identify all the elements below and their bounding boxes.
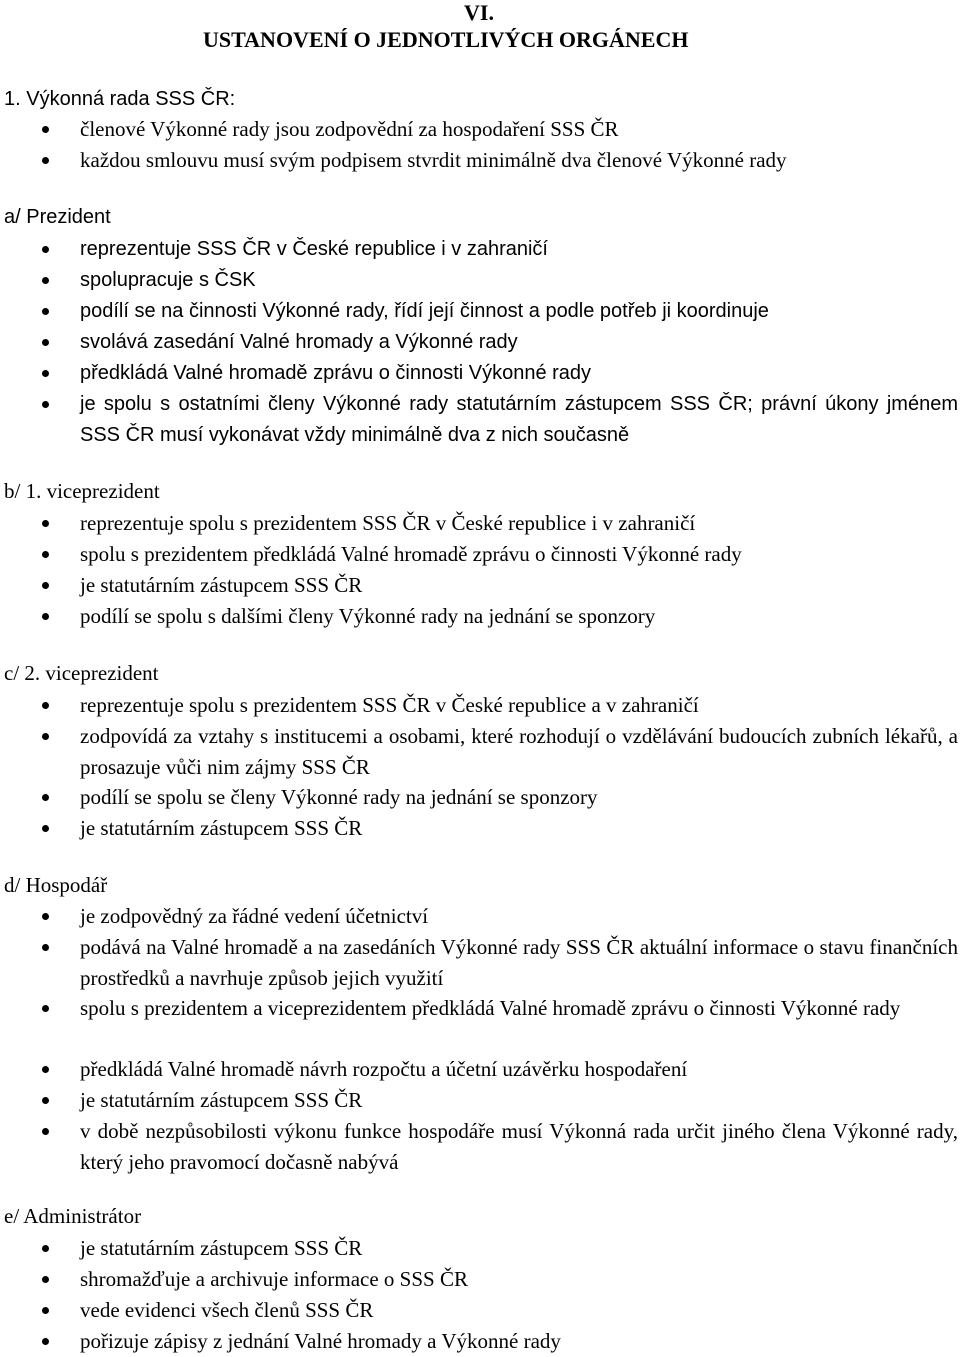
bullet-icon [42, 613, 49, 620]
list-item: zodpovídá za vztahy s institucemi a osobami, které rozhodují o vzdělávání budoucích zubních lékařů, a prosazuje vůči nim zájmy SSS ČR [80, 724, 958, 779]
list-item: podílí se spolu s dalšími členy Výkonné rady na jednání se sponzory [80, 604, 656, 628]
bullet-icon [42, 1245, 49, 1252]
bullet-icon [42, 308, 49, 315]
bullet-icon [42, 551, 49, 558]
list-item: shromažďuje a archivuje informace o SSS ČR [80, 1267, 468, 1291]
chapter-title: USTANOVENÍ O JEDNOTLIVÝCH ORGÁNECH [203, 27, 689, 52]
bullet-icon [42, 913, 49, 920]
bullet-icon [42, 277, 49, 284]
list-item: spolu s prezidentem předkládá Valné hromadě zprávu o činnosti Výkonné rady [80, 542, 742, 566]
bullet-icon [42, 1005, 49, 1012]
bullet-icon [42, 702, 49, 709]
bullet-icon [42, 401, 49, 408]
bullet-icon [42, 944, 49, 951]
bullet-icon [42, 1128, 49, 1135]
list-item: pořizuje zápisy z jednání Valné hromady a Výkonné rady [80, 1329, 561, 1353]
list-item: spolupracuje s ČSK [80, 269, 256, 291]
bullet-icon [42, 157, 49, 164]
bullet-icon [42, 582, 49, 589]
section-heading-president: a/ Prezident [4, 206, 111, 228]
list-item: předkládá Valné hromadě zprávu o činnosti Výkonné rady [80, 362, 592, 384]
list-item: reprezentuje spolu s prezidentem SSS ČR v České republice a v zahraničí [80, 693, 699, 717]
list-item: je statutárním zástupcem SSS ČR [80, 573, 363, 597]
list-item: podává na Valné hromadě a na zasedáních Výkonné rady SSS ČR aktuální informace o stavu finančních prostředků a navrhuje způsob jejich využití [80, 935, 958, 990]
bullet-icon [42, 1276, 49, 1283]
list-item: je statutárním zástupcem SSS ČR [80, 1088, 363, 1112]
chapter-number: VI. [464, 0, 494, 25]
list-item: reprezentuje SSS ČR v České republice i v zahraničí [80, 238, 548, 260]
list-item: je statutárním zástupcem SSS ČR [80, 816, 363, 840]
bullet-icon [42, 1338, 49, 1345]
list-item: svolává zasedání Valné hromady a Výkonné rady [80, 331, 518, 353]
bullet-icon [42, 520, 49, 527]
list-item: v době nezpůsobilosti výkonu funkce hospodáře musí Výkonná rada určit jiného člena Výkonné rady, který jeho pravomocí dočasně nabývá [80, 1119, 958, 1174]
list-item: podílí se na činnosti Výkonné rady, řídí její činnost a podle potřeb ji koordinuje [80, 300, 769, 322]
bullet-icon [42, 825, 49, 832]
bullet-icon [42, 339, 49, 346]
bullet-icon [42, 733, 49, 740]
bullet-icon [42, 794, 49, 801]
list-item: podílí se spolu se členy Výkonné rady na jednání se sponzory [80, 785, 598, 809]
list-item: vede evidenci všech členů SSS ČR [80, 1298, 374, 1322]
list-item: spolu s prezidentem a viceprezidentem předkládá Valné hromadě zprávu o činnosti Výkonné rady [80, 996, 901, 1020]
bullet-icon [42, 126, 49, 133]
bullet-icon [42, 1097, 49, 1104]
list-item: je zodpovědný za řádné vedení účetnictví [80, 904, 429, 928]
section-heading-executive-board: 1. Výkonná rada SSS ČR: [4, 88, 236, 110]
bullet-icon [42, 1307, 49, 1314]
bullet-icon [42, 246, 49, 253]
section-heading-administrator: e/ Administrátor [4, 1204, 142, 1228]
list-item: předkládá Valné hromadě návrh rozpočtu a účetní uzávěrku hospodaření [80, 1057, 688, 1081]
list-item: je statutárním zástupcem SSS ČR [80, 1236, 363, 1260]
bullet-icon [42, 1066, 49, 1073]
section-heading-second-vice-president: c/ 2. viceprezident [4, 661, 159, 685]
list-item: členové Výkonné rady jsou zodpovědní za hospodaření SSS ČR [80, 117, 619, 141]
section-heading-first-vice-president: b/ 1. viceprezident [4, 479, 160, 503]
list-item: je spolu s ostatními členy Výkonné rady statutárním zástupcem SSS ČR; právní úkony jménem SSS ČR musí vykonávat vždy minimálně dva z nich současně [80, 393, 958, 446]
bullet-icon [42, 370, 49, 377]
list-item: každou smlouvu musí svým podpisem stvrdit minimálně dva členové Výkonné rady [80, 148, 787, 172]
list-item: reprezentuje spolu s prezidentem SSS ČR v České republice i v zahraničí [80, 511, 696, 535]
section-heading-treasurer: d/ Hospodář [4, 873, 108, 897]
